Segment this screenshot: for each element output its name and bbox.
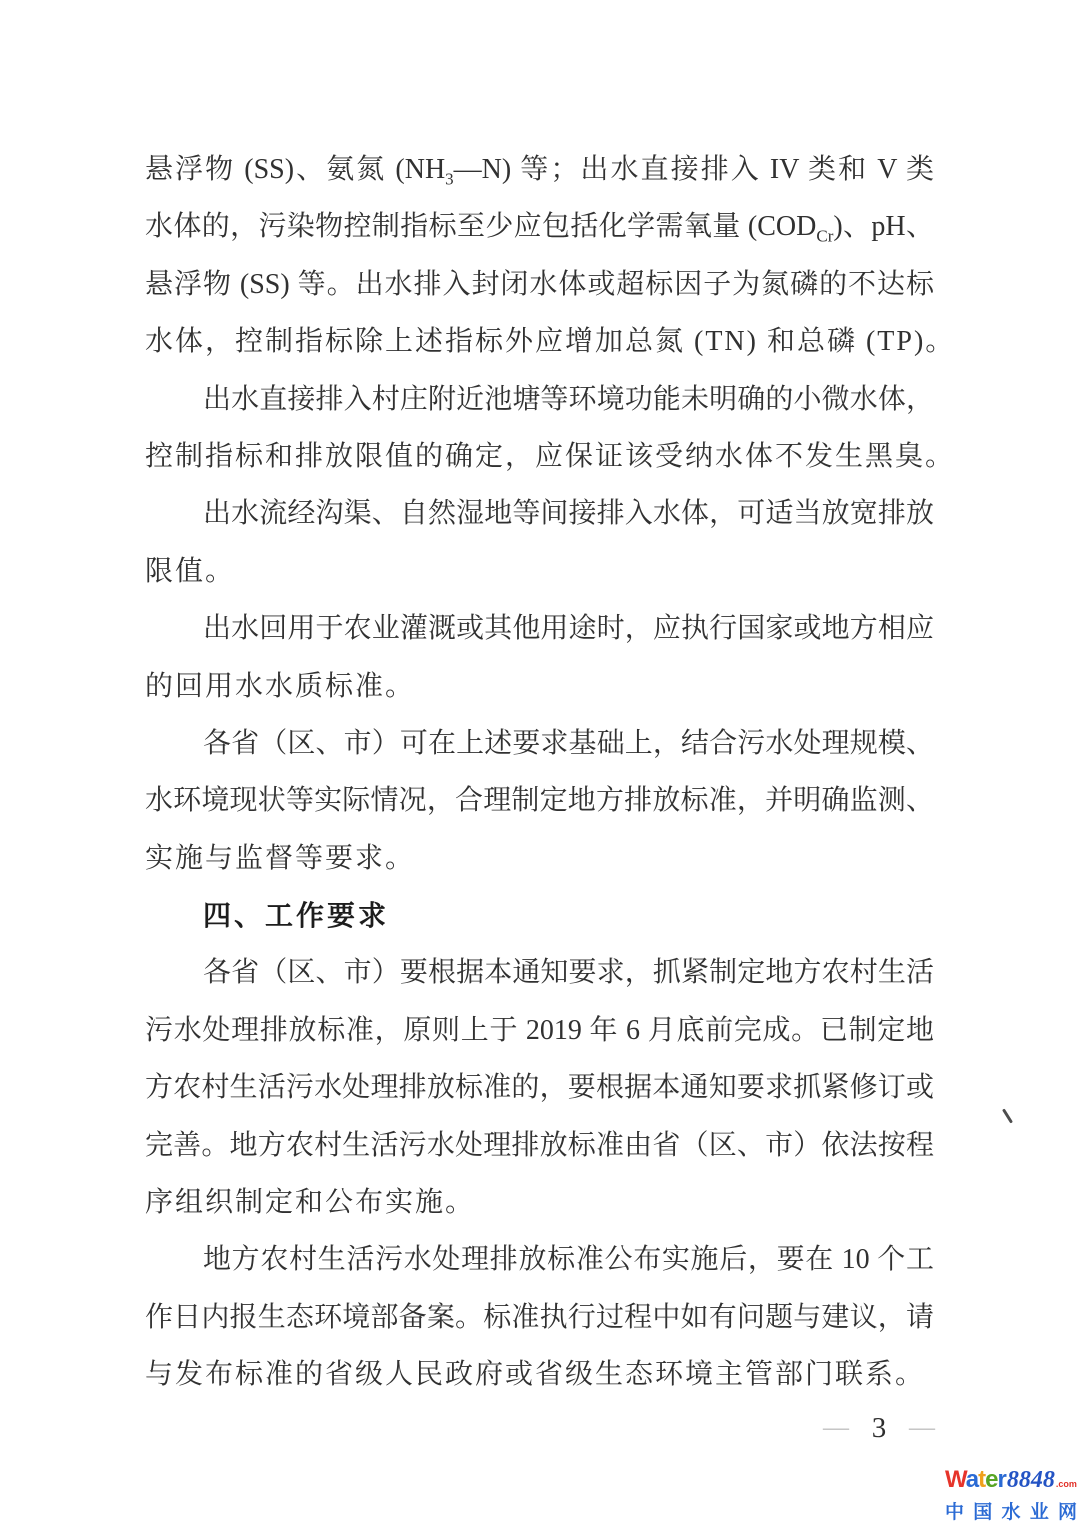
- text-line: 作日内报生态环境部备案。标准执行过程中如有问题与建议，请: [145, 1301, 934, 1333]
- text-line: 控制指标和排放限值的确定，应保证该受纳水体不发生黑臭。: [145, 440, 956, 472]
- logo-cn-row: [945, 1497, 1077, 1524]
- page-number-value: 3: [871, 1412, 887, 1444]
- scan-artifact-mark: [1002, 1108, 1013, 1123]
- logo-cn-char: 水: [1001, 1502, 1021, 1523]
- text-line: 限值。: [145, 555, 236, 587]
- logo-letter: t: [978, 1466, 986, 1493]
- text-line: 水体，控制指标除上述指标外应增加总氮 (TN) 和总磷 (TP)。: [145, 326, 956, 358]
- text-line: 污水处理排放标准，原则上于 2019 年 6 月底前完成。已制定地: [145, 1014, 934, 1046]
- logo-8848-text: 8848: [1006, 1467, 1055, 1493]
- page-number-dash: —: [823, 1419, 849, 1437]
- logo-letter: r: [997, 1466, 1006, 1493]
- text-line: 出水回用于农业灌溉或其他用途时，应执行国家或地方相应: [203, 613, 934, 645]
- text-line: 出水直接排入村庄附近池塘等环境功能未明确的小微水体，: [203, 383, 934, 415]
- logo-cn-char: 中: [945, 1502, 965, 1523]
- logo-cn-char: 网: [1057, 1502, 1077, 1523]
- logo-cn-char: 业: [1029, 1502, 1049, 1523]
- text-line: 出水流经沟渠、自然湿地等间接排入水体，可适当放宽排放: [203, 498, 934, 530]
- logo-com-text: .com: [1055, 1479, 1077, 1489]
- logo-letter: a: [965, 1466, 979, 1493]
- logo-top-row: [945, 1466, 1077, 1496]
- watermark-logo: [945, 1466, 1077, 1524]
- text-line: 实施与监督等要求。: [145, 842, 416, 874]
- text-line: 地方农村生活污水处理排放标准公布实施后，要在 10 个工: [203, 1244, 934, 1276]
- logo-cn-char: 国: [973, 1502, 993, 1523]
- page-number: [823, 1408, 935, 1448]
- page-number-dash: —: [909, 1419, 935, 1437]
- logo-water-word: [945, 1466, 1006, 1494]
- text-line: 悬浮物 (SS)、氨氮 $(NH_3—N)$ 等；出水直接排入 IV 类和 V 类: [145, 154, 934, 189]
- text-line: 各省（区、市）要根据本通知要求，抓紧制定地方农村生活: [203, 957, 934, 989]
- document-text: [145, 141, 956, 1404]
- logo-letter: W: [945, 1466, 966, 1493]
- text-line: 水体的，污染物控制指标至少应包括化学需氧量 $(COD_{Cr})$、pH、: [145, 211, 935, 246]
- text-line: 完善。地方农村生活污水处理排放标准由省（区、市）依法按程: [145, 1129, 934, 1161]
- text-line: 水环境现状等实际情况，合理制定地方排放标准，并明确监测、: [145, 785, 934, 817]
- text-line: 序组织制定和公布实施。: [145, 1187, 476, 1219]
- logo-letter: e: [985, 1466, 998, 1493]
- text-line: 的回用水水质标准。: [145, 670, 416, 702]
- text-line: 悬浮物 (SS) 等。出水排入封闭水体或超标因子为氮磷的不达标: [145, 268, 934, 300]
- text-line: 各省（区、市）可在上述要求基础上，结合污水处理规模、: [203, 727, 934, 759]
- text-line: 与发布标准的省级人民政府或省级生态环境主管部门联系。: [145, 1359, 926, 1391]
- text-line: 方农村生活污水处理排放标准的，要根据本通知要求抓紧修订或: [145, 1072, 934, 1104]
- section-heading: 四、工作要求: [203, 900, 390, 932]
